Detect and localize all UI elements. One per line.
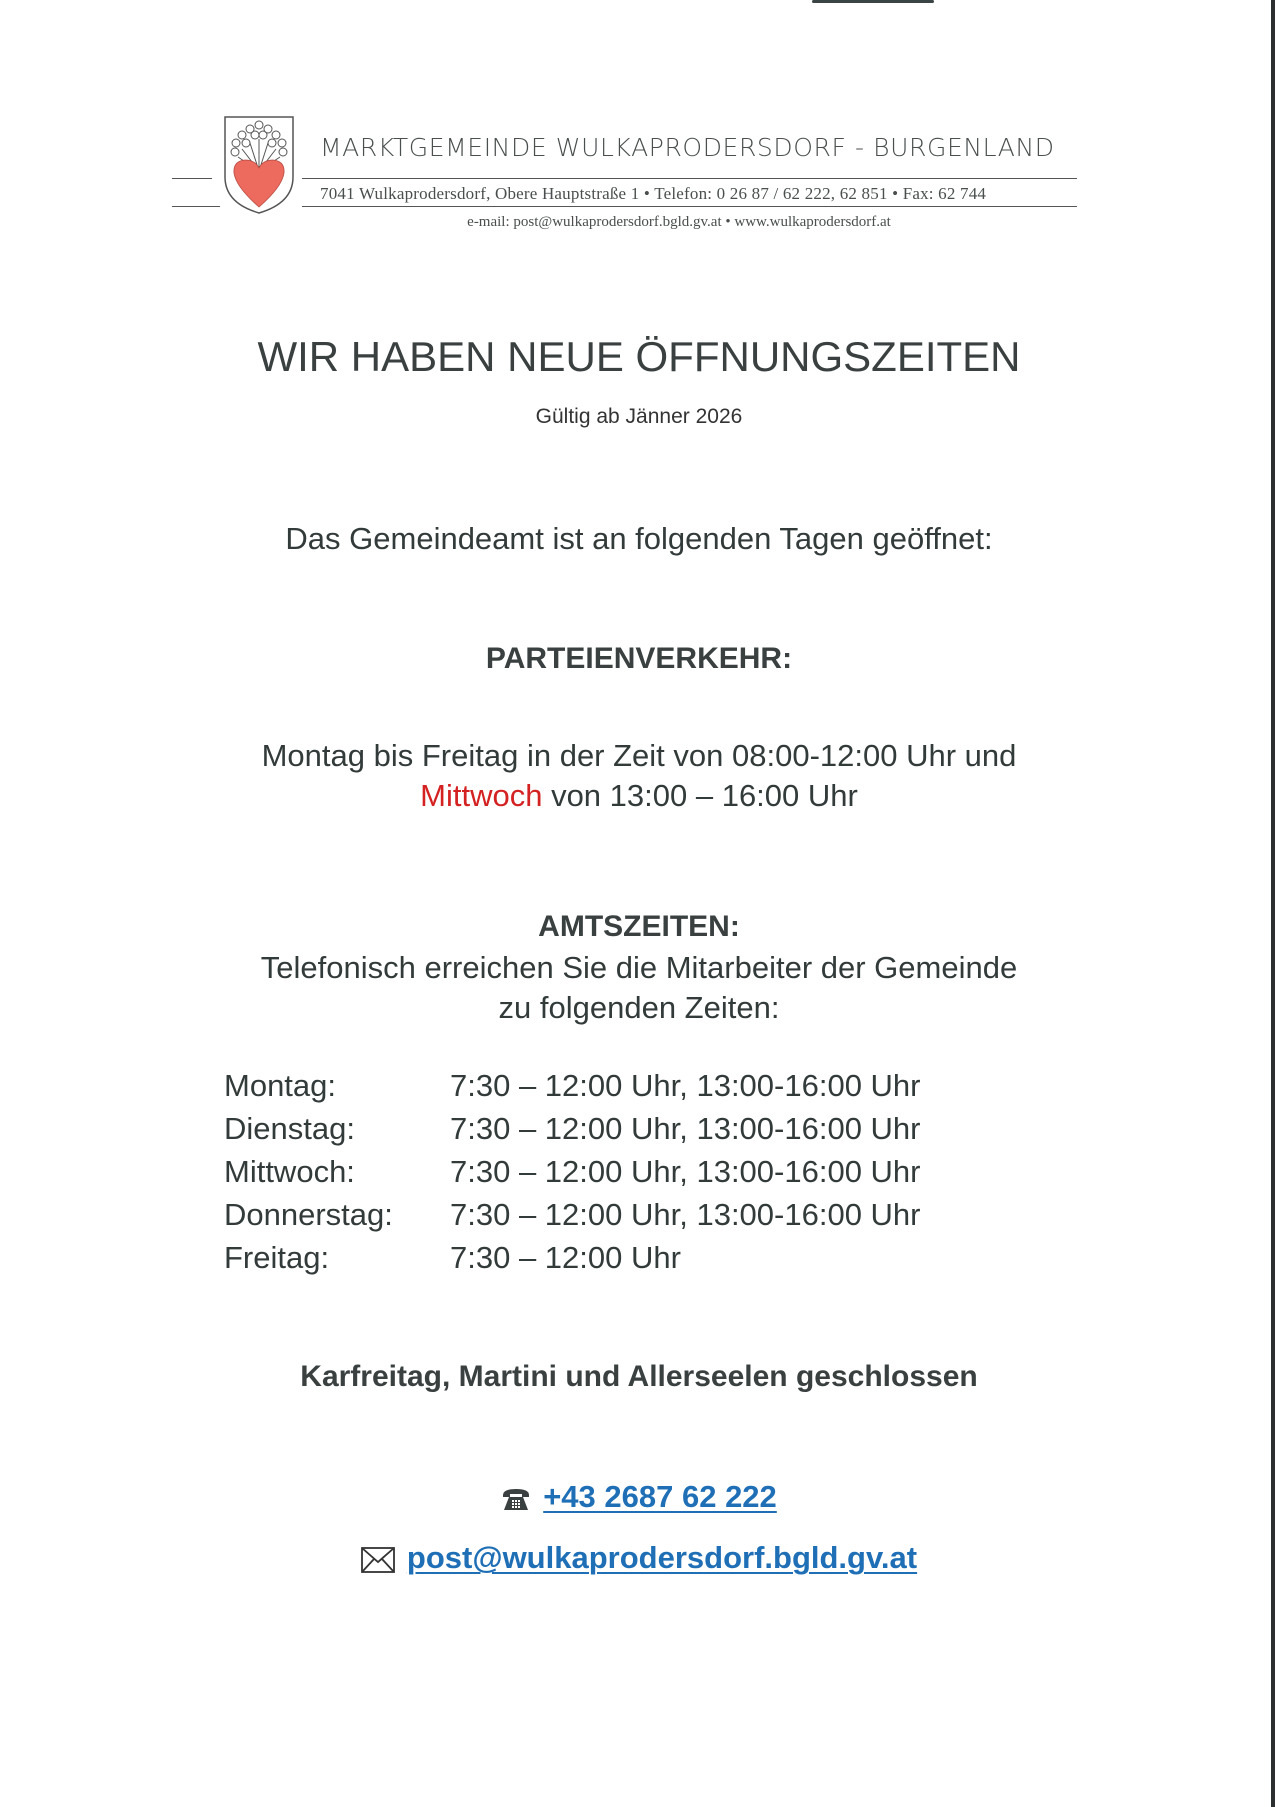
letterhead-rule-bottom bbox=[302, 206, 1077, 207]
organization-name: MARKTGEMEINDE WULKAPRODERSDORF - BURGENLAND bbox=[320, 133, 1055, 162]
closed-days-notice: Karfreitag, Martini und Allerseelen geschlossen bbox=[300, 1360, 978, 1393]
phone-contact bbox=[0, 1479, 1278, 1515]
email-link[interactable]: post@wulkaprodersdorf.bgld.gv.at bbox=[406, 1540, 918, 1575]
hours-time: 7:30 – 12:00 Uhr, 13:00-16:00 Uhr bbox=[450, 1068, 921, 1103]
hours-row-donnerstag bbox=[224, 1197, 921, 1240]
organization-address: 7041 Wulkaprodersdorf, Obere Hauptstraße 1 • Telefon: 0 26 87 / 62 222, 62 851 • Fax: 62 744 bbox=[320, 184, 987, 203]
hours-row-montag bbox=[224, 1068, 921, 1111]
coat-of-arms-icon bbox=[222, 115, 296, 215]
organization-contact: e-mail: post@wulkaprodersdorf.bgld.gv.at • www.wulkaprodersdorf.at bbox=[467, 214, 891, 230]
envelope-icon bbox=[361, 1547, 395, 1573]
letterhead-rule-left-bottom bbox=[172, 206, 220, 207]
intro-text: Das Gemeindeamt ist an folgenden Tagen geöffnet: bbox=[285, 521, 993, 556]
hours-day: Dienstag: bbox=[224, 1111, 355, 1146]
hours-row-mittwoch bbox=[224, 1154, 921, 1197]
email-contact bbox=[0, 1540, 1278, 1576]
hours-time: 7:30 – 12:00 Uhr, 13:00-16:00 Uhr bbox=[450, 1111, 921, 1146]
hours-time: 7:30 – 12:00 Uhr, 13:00-16:00 Uhr bbox=[450, 1154, 921, 1189]
parteienverkehr-line-2 bbox=[0, 778, 1278, 814]
amtszeiten-line-1: Telefonisch erreichen Sie die Mitarbeiter der Gemeinde bbox=[260, 950, 1018, 985]
telephone-icon bbox=[501, 1486, 531, 1512]
highlight-wednesday: Mittwoch bbox=[420, 778, 543, 813]
hours-row-freitag bbox=[224, 1240, 921, 1283]
phone-link[interactable]: +43 2687 62 222 bbox=[543, 1479, 777, 1514]
hours-day: Montag: bbox=[224, 1068, 337, 1103]
hours-time: 7:30 – 12:00 Uhr, 13:00-16:00 Uhr bbox=[450, 1197, 921, 1232]
amtszeiten-heading: AMTSZEITEN: bbox=[538, 910, 740, 943]
letterhead-rule-top bbox=[302, 178, 1077, 179]
notice-title: WIR HABEN NEUE ÖFFNUNGSZEITEN bbox=[257, 333, 1021, 380]
hours-time: 7:30 – 12:00 Uhr bbox=[450, 1240, 681, 1275]
office-hours-table bbox=[224, 1068, 921, 1283]
parteienverkehr-line-1: Montag bis Freitag in der Zeit von 08:00-12:00 Uhr und bbox=[261, 738, 1017, 773]
letterhead-rule-left-top bbox=[172, 178, 212, 179]
amtszeiten-line-2: zu folgenden Zeiten: bbox=[498, 990, 780, 1025]
wednesday-hours: von 13:00 – 16:00 Uhr bbox=[542, 778, 858, 813]
valid-from: Gültig ab Jänner 2026 bbox=[535, 405, 743, 428]
hours-row-dienstag bbox=[224, 1111, 921, 1154]
scan-page-edge bbox=[1271, 0, 1275, 1807]
scan-artifact-top bbox=[812, 0, 934, 3]
parteienverkehr-heading: PARTEIENVERKEHR: bbox=[485, 642, 793, 675]
hours-day: Freitag: bbox=[224, 1240, 330, 1275]
hours-day: Donnerstag: bbox=[224, 1197, 393, 1232]
hours-day: Mittwoch: bbox=[224, 1154, 355, 1189]
